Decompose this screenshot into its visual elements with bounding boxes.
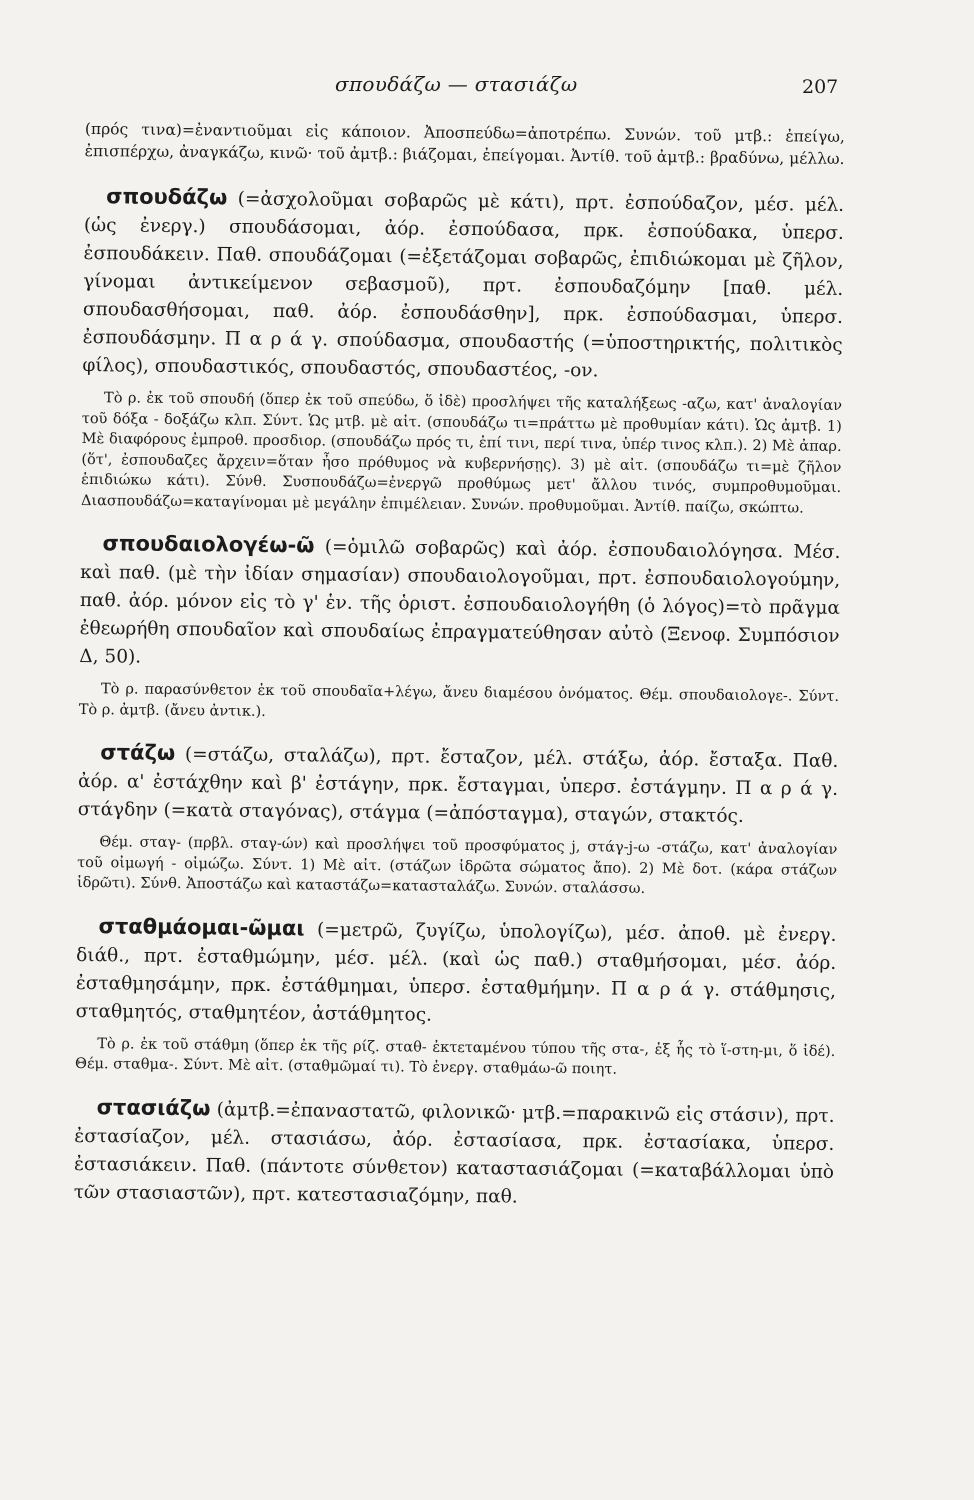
running-title: σπουδάζω — στασιάζω: [335, 72, 578, 96]
definition-text: (=ἀσχολοῦμαι σοβαρῶς μὲ κάτι), πρτ. ἐσπούδαζον, μέσ. μέλ. (ὡς ἐνεργ.) σπουδάσομαι, ἀόρ. ἐσπούδασα, πρκ. ἐσπούδακα, ὑπερσ. ἐσπουδάκειν. Παθ. σπουδάζομαι (=ἐξετάζομαι σοβαρῶς, ἐπιδιώκομαι μὲ ζῆλον, γίνομαι ἀντικείμενον σεβασμοῦ), πρτ. ἐσπουδαζόμην [παθ. μέλ. σπουδασθήσομαι, παθ. ἀόρ. ἐσπουδάσθην], πρκ. ἐσπούδασμαι, ὑπερσ. ἐσπουδάσμην. Π α ρ ά γ. σπούδασμα, σπουδαστής (=ὑποστηρικτής, πολιτικὸς φίλος), σπουδαστικός, σπουδαστός, σπουδαστέος, -ον.: [82, 188, 845, 382]
etymology-note: Τὸ ρ. παρασύνθετον ἐκ τοῦ σπουδαῖα+λέγω, ἄνευ διαμέσου ὀνόματος. Θέμ. σπουδαιολογε-. Σύντ. Τὸ ρ. ἀμτβ. (ἄνευ ἀντικ.).: [78, 681, 840, 720]
definition-text: (ἀμτβ.=ἐπαναστατῶ, φιλονικῶ· μτβ.=παρακινῶ εἰς στάσιν), πρτ. ἐστασίαζον, μέλ. στασιάσω, ἀόρ. ἐστασίασα, πρκ. ἐστασίακα, ὑπερσ. ἐστασιάκειν. Παθ. (πάντοτε σύνθετον) καταστασιάζομαι (=καταβάλλομαι ὑπὸ τῶν στασιαστῶν), πρτ. κατεστασιαζόμην, παθ.: [73, 1098, 835, 1208]
definition-text: (=στάζω, σταλάζω), πρτ. ἔσταζον, μέλ. στάξω, ἀόρ. ἔσταξα. Παθ. ἀόρ. α' ἐστάχθην καὶ β' ἐστάγην, πρκ. ἔσταγμαι, ὑπερσ. ἐστάγμην. Π α ρ ά γ. στάγδην (=κατὰ σταγόνας), στάγμα (=ἀπόσταγμα), σταγών, στακτός.: [77, 744, 839, 827]
entry-spoudaiologeo: [79, 529, 841, 728]
entry-definition: [75, 911, 836, 1033]
entry-definition: [82, 182, 844, 388]
entry-headword: σπουδαιολογέω-ῶ: [102, 531, 315, 558]
entry-definition: [79, 529, 840, 679]
etymology-note: Θέμ. σταγ- (πρβλ. σταγ-ών) καὶ προσλήψει τοῦ προσφύματος j, στάγ-j-ω -στάζω, κατ' ἀναλογίαν τοῦ οἰμωγή - οἰμώζω. Σύντ. 1) Μὲ αἰτ. (στάζων ἱδρῶτα σώματος ἄπο). 2) Μὲ δοτ. (κάρα στάζων ἱδρῶτι). Σύνθ. Ἀποστάζω καὶ καταστάζω=κατασταλάζω. Συνών. σταλάσσω.: [76, 834, 838, 897]
entry-stasiazo: [74, 1092, 835, 1214]
entry-headword: στάζω: [100, 740, 176, 765]
entry-stathmaomai: [75, 911, 837, 1082]
entry-spoudazo: [81, 182, 844, 519]
entry-headword: στασιάζω: [96, 1094, 211, 1120]
etymology-note: Τὸ ρ. ἐκ τοῦ σπουδή (ὅπερ ἐκ τοῦ σπεύδω, ὅ ἰδὲ) προσλήψει τῆς καταλήξεως -αζω, κατ' ἀναλογίαν τοῦ δόξα - δοξάζω κλπ. Σύντ. Ὡς μτβ. μὲ αἰτ. (σπουδάζω τι=πράττω μὲ προθυμίαν κάτι). Ὡς ἀμτβ. 1) Μὲ διαφόρους ἐμπροθ. προσδιορ. (σπουδάζω πρός τι, ἐπί τινι, περί τινα, ὑπέρ τινος κλπ.). 2) Μὲ ἀπαρ. (ὅτ', ἐσπουδαζες ἄρχειν=ὅταν ἦσο πρόθυμος νὰ κυβερνήσῃς). 3) μὲ αἰτ. (σπουδάζω τι=μὲ ζῆλον ἐπιδιώκω κάτι). Σύνθ. Συσπουδάζω=ἐνεργῶ προθύμως μετ' ἄλλου τινός, συμπροθυμοῦμαι. Διασπουδάζω=καταγίνομαι μὲ μεγάλην ἐπιμέλειαν. Συνών. προθυμοῦμαι. Ἀντίθ. παίζω, σκώπτω.: [80, 390, 843, 517]
entry-definition: [78, 738, 839, 832]
page-body: [73, 118, 845, 1232]
entry-definition: [74, 1092, 835, 1214]
page-number: 207: [802, 76, 839, 98]
entry-headword: σταθμάομαι-ῶμαι: [98, 913, 305, 940]
continued-entry-text: (πρός τινα)=ἐναντιοῦμαι εἰς κάποιον. Ἀποσπεύδω=ἀποτρέπω. Συνών. τοῦ μτβ.: ἐπείγω, ἐπισπέρχω, ἀναγκάζω, κινῶ· τοῦ ἀμτβ.: βιάζομαι, ἐπείγομαι. Ἀντίθ. τοῦ ἀμτβ.: βραδύνω, μέλλω.: [84, 119, 845, 168]
entry-headword: σπουδάζω: [106, 184, 228, 210]
entry-stazo: [77, 738, 839, 901]
definition-text: (=ὁμιλῶ σοβαρῶς) καὶ ἀόρ. ἐσπουδαιολόγησα. Μέσ. καὶ παθ. (μὲ τὴν ἰδίαν σημασίαν) σπουδαιολογοῦμαι, πρτ. ἐσπουδαιολογούμην, παθ. ἀόρ. μόνον εἰς τὸ γ' ἑν. τῆς ὁριστ. ἐσπουδαιολογήθη (ὁ λόγος)=τὸ πρᾶγμα ἐθεωρήθη σπουδαῖον καὶ σπουδαίως ἐπραγματεύθησαν αὐτὸ (Ξενοφ. Συμπόσιον Δ, 50).: [79, 536, 841, 668]
definition-text: (=μετρῶ, ζυγίζω, ὑπολογίζω), μέσ. ἀποθ. μὲ ἐνεργ. διάθ., πρτ. ἐσταθμώμην, μέσ. μέλ. (καὶ ὡς παθ.) σταθμήσομαι, μέσ. ἀόρ. ἐσταθμησάμην, πρκ. ἐστάθμημαι, ὑπερσ. ἐσταθμήμην. Π α ρ ά γ. στάθμησις, σταθμητός, σταθμητέον, ἀστάθμητος.: [75, 918, 837, 1026]
running-head: [0, 72, 974, 108]
etymology-note: Τὸ ρ. ἐκ τοῦ στάθμη (ὅπερ ἐκ τῆς ρίζ. σταθ- ἐκτεταμένου τύπου τῆς στα-, ἐξ ἧς τὸ ἵ-στη-μι, ὅ ἰδέ). Θέμ. σταθμα-. Σύντ. Μὲ αἰτ. (σταθμῶμαί τι). Τὸ ἐνεργ. σταθμάω-ῶ ποιητ.: [75, 1035, 836, 1078]
